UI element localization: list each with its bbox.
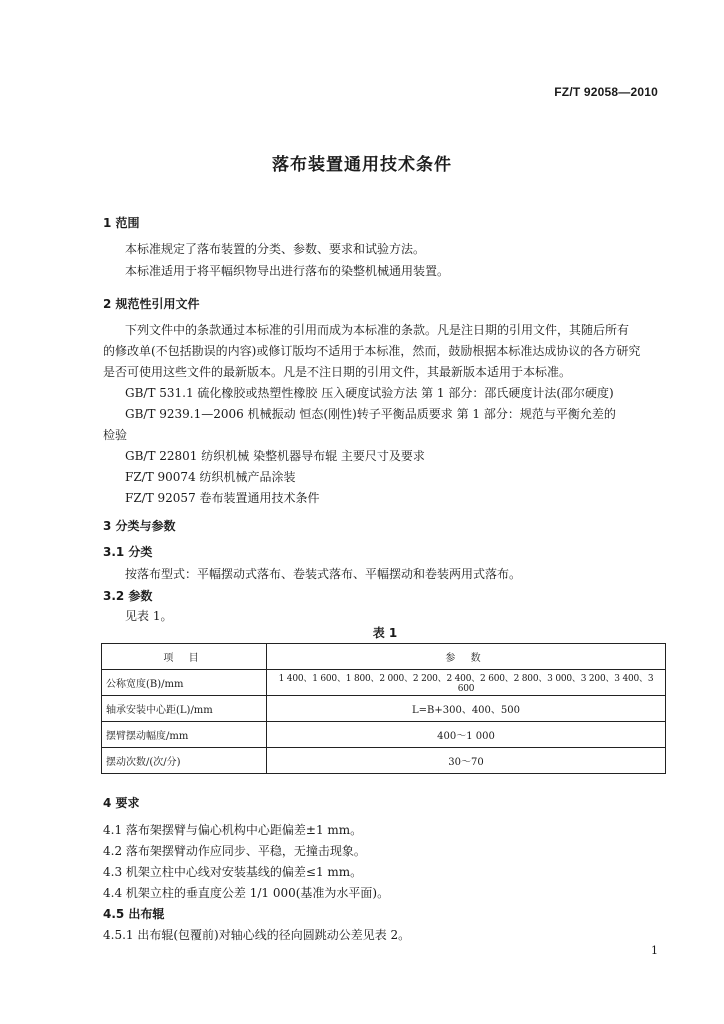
requirement-4-5-1: 4.5.1 出布辊(包覆前)对轴心线的径向圆跳动公差见表 2。 — [103, 928, 411, 942]
table-row — [102, 722, 666, 748]
table-cell-item: 摆臂摆动幅度/mm — [102, 722, 267, 748]
section-2-heading: 2 规范性引用文件 — [103, 297, 200, 311]
section-4-heading: 4 要求 — [103, 796, 140, 810]
table-row — [102, 670, 666, 696]
scope-paragraph-2: 本标准适用于将平幅织物导出进行落布的染整机械通用装置。 — [125, 264, 450, 278]
table-cell-value: 1 400、1 600、1 800、2 000、2 200、2 400、2 600、2 800、3 000、3 200、3 400、3 600 — [267, 670, 666, 696]
table-cell-item: 公称宽度(B)/mm — [102, 670, 267, 696]
table-header-row — [102, 644, 666, 670]
table-row — [102, 748, 666, 774]
requirement-4-4: 4.4 机架立柱的垂直度公差 1/1 000(基准为水平面)。 — [103, 886, 390, 900]
parameters-text: 见表 1。 — [125, 609, 173, 623]
section-3-1-heading: 3.1 分类 — [103, 545, 153, 559]
references-intro-line-3: 是否可使用这些文件的最新版本。凡是不注日期的引用文件，其最新版本适用于本标准。 — [103, 365, 572, 379]
scope-paragraph-1: 本标准规定了落布装置的分类、参数、要求和试验方法。 — [125, 242, 426, 256]
section-1-heading: 1 范围 — [103, 216, 140, 230]
reference-fz-t-92057: FZ/T 92057 卷布装置通用技术条件 — [125, 491, 320, 505]
standard-code: FZ/T 92058—2010 — [554, 85, 658, 99]
classification-text: 按落布型式：平幅摆动式落布、卷装式落布、平幅摆动和卷装两用式落布。 — [125, 567, 522, 581]
parameters-table — [101, 643, 666, 774]
requirement-4-3: 4.3 机架立柱中心线对安装基线的偏差≤1 mm。 — [103, 865, 363, 879]
reference-gb-t-22801: GB/T 22801 纺织机械 染整机器导布辊 主要尺寸及要求 — [125, 449, 425, 463]
references-intro-line-1: 下列文件中的条款通过本标准的引用而成为本标准的条款。凡是注日期的引用文件，其随后所有 — [125, 323, 630, 337]
page-number: 1 — [651, 944, 658, 957]
references-intro-line-2: 的修改单(不包括勘误的内容)或修订版均不适用于本标准，然而，鼓励根据本标准达成协议的各方研究 — [103, 344, 641, 358]
reference-gb-t-9239-1: GB/T 9239.1—2006 机械振动 恒态(刚性)转子平衡品质要求 第 1 部分：规范与平衡允差的 — [125, 407, 616, 421]
column-header-parameter: 参 数 — [267, 644, 666, 670]
table-cell-value: L=B+300、400、500 — [267, 696, 666, 722]
reference-gb-t-9239-1-cont: 检验 — [103, 428, 128, 442]
requirement-4-1: 4.1 落布架摆臂与偏心机构中心距偏差±1 mm。 — [103, 823, 363, 837]
section-3-heading: 3 分类与参数 — [103, 519, 176, 533]
table-cell-value: 30～70 — [267, 748, 666, 774]
section-3-2-heading: 3.2 参数 — [103, 589, 153, 603]
reference-fz-t-90074: FZ/T 90074 纺织机械产品涂装 — [125, 470, 296, 484]
table-cell-item: 摆动次数/(次/分) — [102, 748, 267, 774]
table-cell-item: 轴承安装中心距(L)/mm — [102, 696, 267, 722]
column-header-item: 项 目 — [102, 644, 267, 670]
table-cell-value: 400～1 000 — [267, 722, 666, 748]
reference-gb-t-531-1: GB/T 531.1 硫化橡胶或热塑性橡胶 压入硬度试验方法 第 1 部分：邵氏硬度计法(邵尔硬度) — [125, 386, 614, 400]
document-title: 落布装置通用技术条件 — [272, 155, 452, 175]
requirement-4-2: 4.2 落布架摆臂动作应同步、平稳，无撞击现象。 — [103, 844, 366, 858]
section-4-5-heading: 4.5 出布辊 — [103, 907, 165, 921]
table-row — [102, 696, 666, 722]
table-1-caption: 表 1 — [372, 626, 398, 640]
